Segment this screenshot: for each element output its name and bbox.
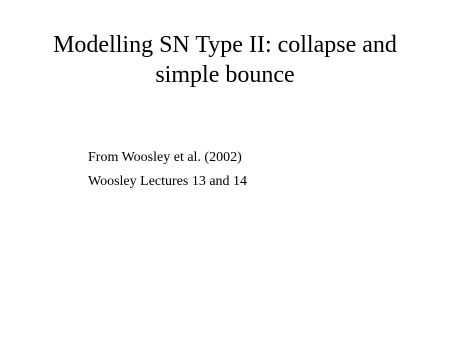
reference-text: From Woosley et al. (2002) [88, 150, 242, 165]
slide-notes [88, 146, 247, 194]
slide-title [0, 30, 450, 90]
lectures-text: Woosley Lectures 13 and 14 [88, 174, 248, 189]
slide-title-line-1: Modelling SN Type II: collapse and [53, 32, 397, 58]
slide-title-line-2: simple bounce [155, 62, 295, 88]
